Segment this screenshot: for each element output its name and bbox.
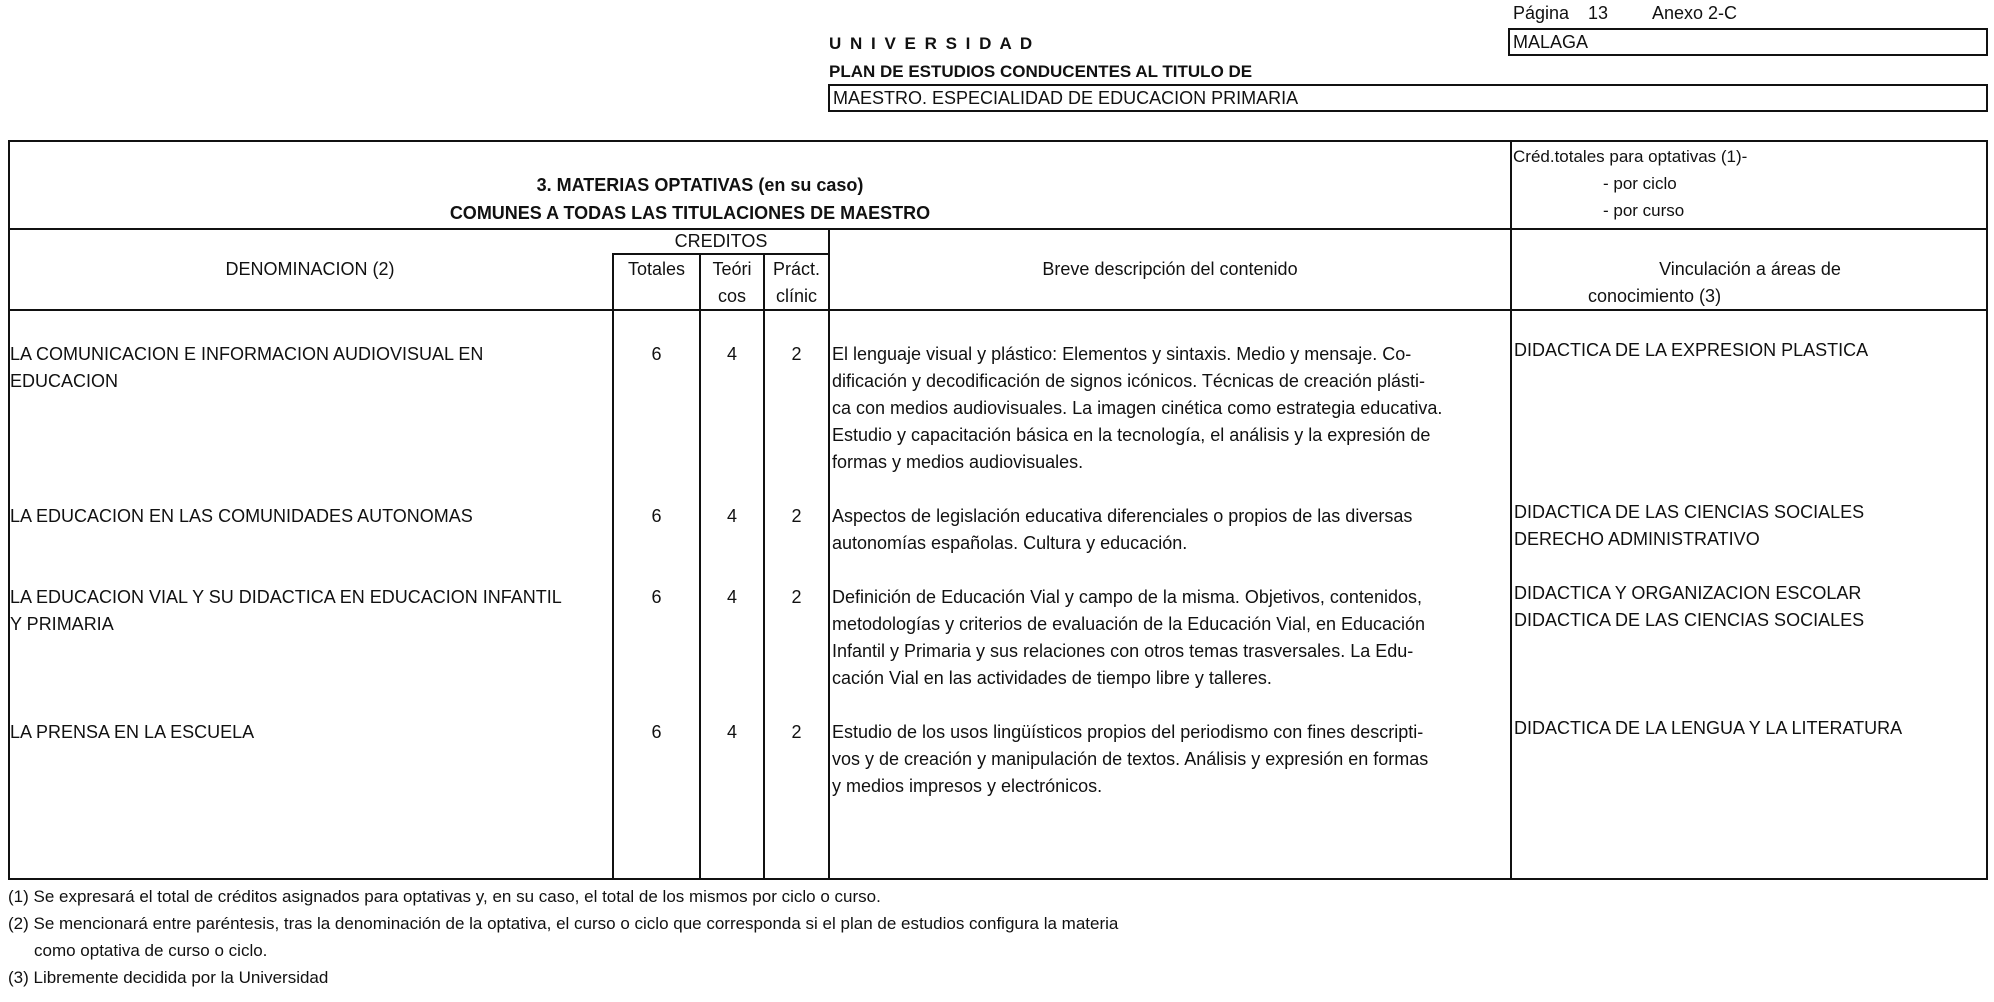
col-header-vinculacion-2: conocimiento (3) (1588, 286, 1722, 306)
plan-label: PLAN DE ESTUDIOS CONDUCENTES AL TITULO DE (829, 62, 1253, 81)
university-label: U N I V E R S I D A D (829, 34, 1035, 53)
row4-description: Estudio de los usos lingüísticos propios del periodismo con fines descripti- vos y de creación y manipulación de textos. Análisis y expresión en formas y medios impresos y electrónicos. (832, 722, 1429, 796)
row1-description: El lenguaje visual y plástico: Elementos y sintaxis. Medio y mensaje. Co- dificación y decodificación de signos icónicos. Técnicas de creación plásti- ca con medios audiovisuales. La imagen cinética como estrategia educativa. Estudio y capacitación básica en la tecnología, el análisis y la expresión de formas y medios audiovisuales. (832, 344, 1443, 472)
row1-areas: DIDACTICA DE LA EXPRESION PLASTICA (1514, 340, 1869, 360)
university-value: MALAGA (1513, 32, 1589, 52)
col-divider-areas (1510, 140, 1512, 880)
col-header-denominacion: DENOMINACION (2) (225, 259, 395, 279)
col-header-descripcion: Breve descripción del contenido (1042, 259, 1298, 279)
row4-practicos: 2 (791, 722, 802, 742)
row3-name: LA EDUCACION VIAL Y SU DIDACTICA EN EDUCACION INFANTIL Y PRIMARIA (10, 587, 562, 634)
credits-note: Créd.totales para optativas (1)- (1513, 147, 1748, 166)
credits-note-ciclo: - por ciclo (1603, 174, 1677, 193)
footnote-3: (3) Libremente decidida por la Universidad (8, 968, 329, 987)
row2-name: LA EDUCACION EN LAS COMUNIDADES AUTONOMAS (10, 506, 473, 526)
creditos-divider (612, 253, 830, 255)
annex-label: Anexo 2-C (1652, 3, 1738, 23)
col-divider-desc (828, 228, 830, 880)
row3-areas: DIDACTICA Y ORGANIZACION ESCOLAR DIDACTICA DE LAS CIENCIAS SOCIALES (1514, 583, 1865, 630)
credits-note-curso: - por curso (1603, 201, 1685, 220)
row3-practicos: 2 (791, 587, 802, 607)
col-header-practicos-2: clínic (775, 286, 817, 306)
row3-teoricos: 4 (726, 587, 737, 607)
row4-teoricos: 4 (726, 722, 737, 742)
row2-areas: DIDACTICA DE LAS CIENCIAS SOCIALES DERECHO ADMINISTRATIVO (1514, 502, 1865, 549)
footnote-2-cont: como optativa de curso o ciclo. (34, 941, 268, 960)
header-divider (8, 228, 1988, 230)
col-header-practicos: Práct. (772, 259, 820, 279)
section-title: 3. MATERIAS OPTATIVAS (en su caso) (536, 175, 864, 195)
plan-value: MAESTRO. ESPECIALIDAD DE EDUCACION PRIMARIA (833, 88, 1299, 108)
row3-description: Definición de Educación Vial y campo de la misma. Objetivos, contenidos, metodologías y criterios de evaluación de la Educación Vial, en Educación Infantil y Primaria y sus relaciones con otros temas trasversales. La Edu- cación Vial en las actividades de tiempo libre y talleres. (832, 587, 1426, 688)
col-header-teoricos-2: cos (717, 286, 746, 306)
page-number: 13 (1588, 3, 1609, 23)
footnote-1: (1) Se expresará el total de créditos asignados para optativas y, en su caso, el total de los mismos por ciclo o curso. (8, 887, 881, 906)
col-header-vinculacion: Vinculación a áreas de (1659, 259, 1841, 279)
col-header-totales: Totales (627, 259, 686, 279)
footnote-2: (2) Se mencionará entre paréntesis, tras la denominación de la optativa, el curso o ciclo que corresponda si el plan de estudios configura la materia (8, 914, 1119, 933)
col-header-creditos: CREDITOS (674, 231, 768, 251)
row2-practicos: 2 (791, 506, 802, 526)
row1-practicos: 2 (791, 344, 802, 364)
row1-teoricos: 4 (726, 344, 737, 364)
row1-name: LA COMUNICACION E INFORMACION AUDIOVISUAL EN EDUCACION (10, 344, 484, 391)
col-header-teoricos: Teóri (712, 259, 752, 279)
row2-totales: 6 (651, 506, 662, 526)
row1-totales: 6 (651, 344, 662, 364)
row4-areas: DIDACTICA DE LA LENGUA Y LA LITERATURA (1514, 718, 1903, 738)
plan-box (828, 84, 1988, 112)
row4-totales: 6 (651, 722, 662, 742)
university-box (1508, 28, 1988, 56)
row2-description: Aspectos de legislación educativa diferenciales o propios de las diversas autonomías españolas. Cultura y educación. (832, 506, 1413, 553)
body-divider (8, 309, 1988, 311)
row3-totales: 6 (651, 587, 662, 607)
section-subtitle: COMUNES A TODAS LAS TITULACIONES DE MAESTRO (449, 203, 931, 223)
row2-teoricos: 4 (726, 506, 737, 526)
row4-name: LA PRENSA EN LA ESCUELA (10, 722, 255, 742)
page-label: Página (1513, 3, 1570, 23)
